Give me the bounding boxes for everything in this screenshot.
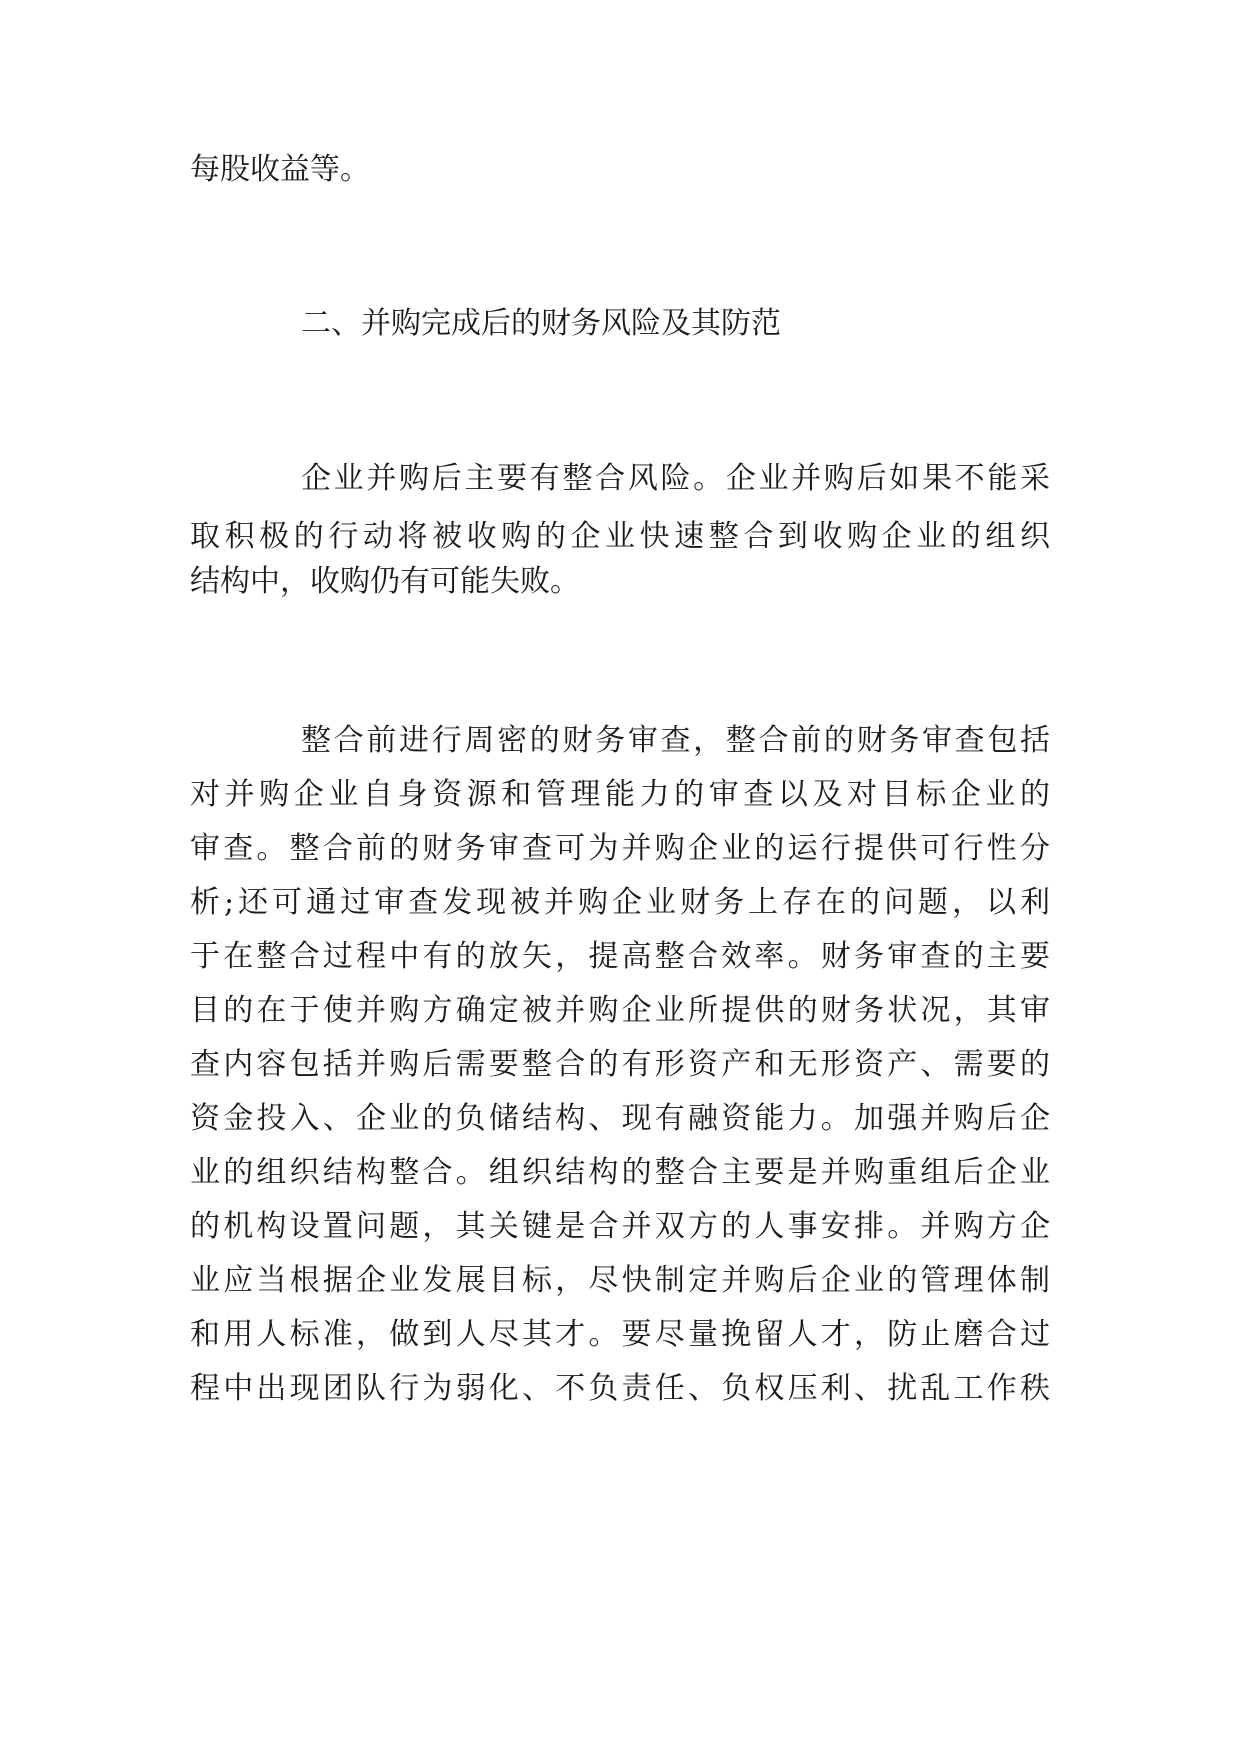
paragraph-line: 取积极的行动将被收购的企业快速整合到收购企业的组织 [190, 519, 1050, 554]
paragraph-line: 结构中，收购仍有可能失败。 [190, 564, 580, 599]
paragraph-line: 于在整合过程中有的放矢，提高整合效率。财务审查的主要 [190, 939, 1050, 974]
paragraph-line: 和用人标准，做到人尽其才。要尽量挽留人才，防止磨合过 [190, 1317, 1050, 1352]
section-heading: 二、并购完成后的财务风险及其防范 [301, 306, 781, 341]
fragment-line: 每股收益等。 [190, 152, 370, 187]
paragraph-line: 目的在于使并购方确定被并购企业所提供的财务状况，其审 [190, 993, 1050, 1028]
paragraph-line: 整合前进行周密的财务审查，整合前的财务审查包括 [301, 723, 1050, 758]
paragraph-line: 查内容包括并购后需要整合的有形资产和无形资产、需要的 [190, 1047, 1050, 1082]
paragraph-line: 企业并购后主要有整合风险。企业并购后如果不能采 [301, 461, 1050, 496]
paragraph-line: 资金投入、企业的负储结构、现有融资能力。加强并购后企 [190, 1101, 1050, 1136]
paragraph-line: 析;还可通过审查发现被并购企业财务上存在的问题，以利 [190, 885, 1050, 920]
paragraph-line: 对并购企业自身资源和管理能力的审查以及对目标企业的 [190, 777, 1050, 812]
paragraph-line: 的机构设置问题，其关键是合并双方的人事安排。并购方企 [190, 1209, 1050, 1244]
paragraph-line: 业的组织结构整合。组织结构的整合主要是并购重组后企业 [190, 1155, 1050, 1190]
paragraph-line: 审查。整合前的财务审查可为并购企业的运行提供可行性分 [190, 831, 1050, 866]
paragraph-line: 程中出现团队行为弱化、不负责任、负权压利、扰乱工作秩 [190, 1371, 1050, 1406]
paragraph-line: 业应当根据企业发展目标，尽快制定并购后企业的管理体制 [190, 1263, 1050, 1298]
